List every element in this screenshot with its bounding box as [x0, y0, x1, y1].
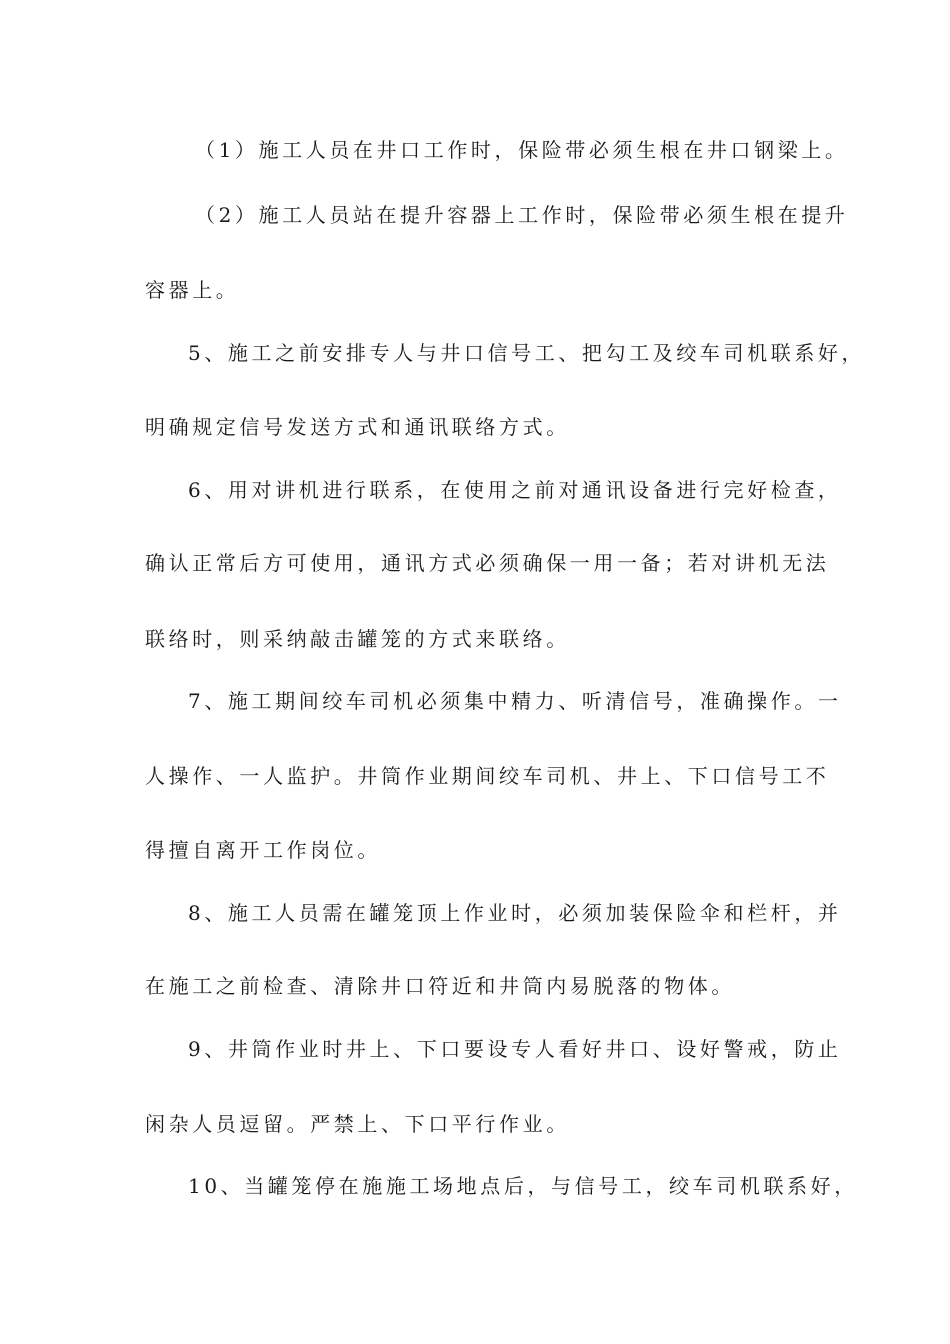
text-line-10: 人操作、一人监护。井筒作业期间绞车司机、井上、下口信号工不 — [145, 764, 830, 788]
text-line-6: 6、用对讲机进行联系，在使用之前对通讯设备进行完好检查， — [188, 478, 842, 502]
text-line-5: 明确规定信号发送方式和通讯联络方式。 — [145, 415, 570, 439]
text-line-14: 9、井筒作业时井上、下口要设专人看好井口、设好警戒，防止 — [188, 1037, 842, 1061]
text-line-12: 8、施工人员需在罐笼顶上作业时，必须加装保险伞和栏杆，并 — [188, 901, 842, 925]
text-line-15: 闲杂人员逗留。严禁上、下口平行作业。 — [145, 1112, 570, 1136]
text-line-16: 10、当罐笼停在施施工场地点后，与信号工，绞车司机联系好， — [188, 1174, 858, 1198]
text-line-3: 容器上。 — [145, 278, 240, 302]
text-line-2: （2）施工人员站在提升容器上工作时，保险带必须生根在提升 — [195, 203, 849, 227]
text-line-4: 5、施工之前安排专人与井口信号工、把勾工及绞车司机联系好， — [188, 341, 866, 365]
text-line-11: 得擅自离开工作岗位。 — [145, 838, 381, 862]
text-line-8: 联络时，则采纳敲击罐笼的方式来联络。 — [145, 627, 570, 651]
text-line-9: 7、施工期间绞车司机必须集中精力、听清信号，准确操作。一 — [188, 689, 842, 713]
text-line-1: （1）施工人员在井口工作时，保险带必须生根在井口钢梁上。 — [195, 138, 849, 162]
text-line-13: 在施工之前检查、清除井口符近和井筒内易脱落的物体。 — [145, 974, 735, 998]
text-line-7: 确认正常后方可使用，通讯方式必须确保一用一备；若对讲机无法 — [145, 551, 830, 575]
